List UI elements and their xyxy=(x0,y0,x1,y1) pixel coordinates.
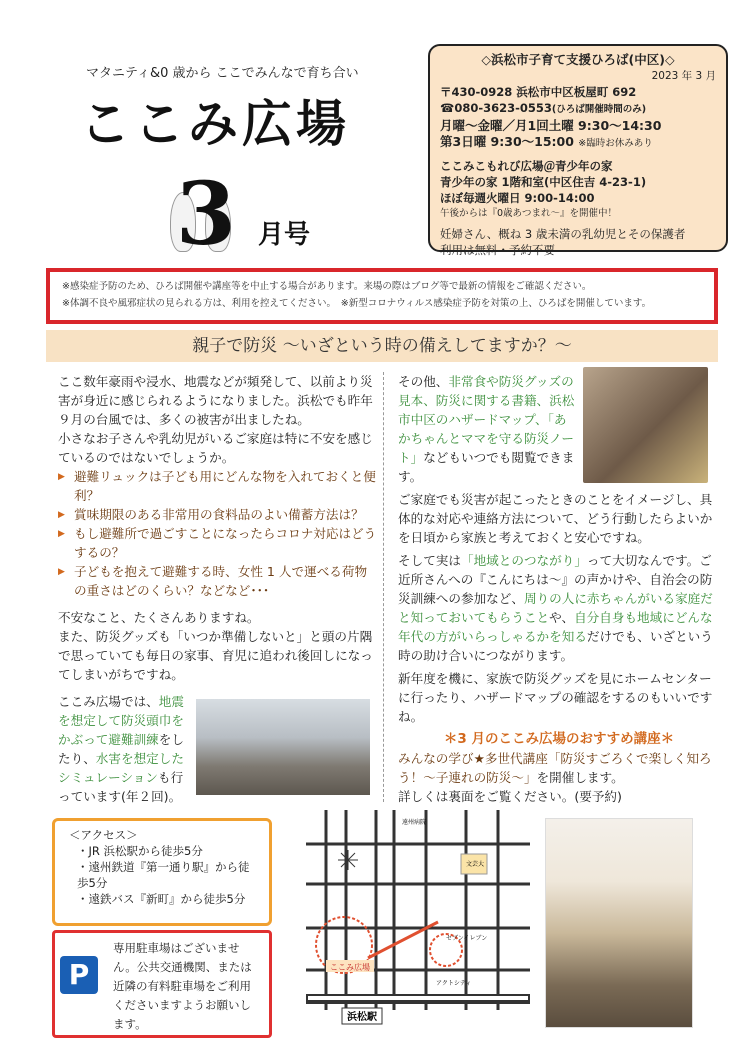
info-hours2-note: ※臨時お休みあり xyxy=(578,138,653,149)
map-svg xyxy=(306,810,530,1036)
parking-text: 専用駐車場はございません。公共交通機関、または近隣の有料駐車場をご利用くださいますようお願いします。 xyxy=(113,941,252,1031)
building-photo xyxy=(545,818,693,1028)
right-p1: その他、非常食や防災グッズの見本、防災に関する書籍、浜松市中区のハザードマップ、「あかちゃんとママを守る防災ノート」などもいつでも閲覧できます。 xyxy=(398,374,575,484)
access-item: ・遠州鉄道『第一通り駅』から徒歩5分 xyxy=(77,860,250,890)
left-p2: 小さなお子さんや乳幼児がいるご家庭は特に不安を感じているのではないでしょうか。 xyxy=(58,431,373,465)
info-phone-note: (ひろば開催時間のみ) xyxy=(551,104,647,115)
course-text: みんなの学び★多世代講座「防災すごろくで楽しく知ろう！～子連れの防災～」を開催します。 xyxy=(398,751,712,785)
issue-suffix: 月号 xyxy=(258,220,311,250)
info-sub-heading: ここみこもれび広場＠青少年の家 xyxy=(440,159,613,173)
page-title: ここみ広場 xyxy=(80,95,350,153)
info-hours2: 第3日曜 9:30～15:00 xyxy=(440,134,574,149)
map-label: アクトシティ xyxy=(436,980,472,987)
parking-icon: P xyxy=(60,956,98,994)
right-p2: ご家庭でも災害が起こったときのことをイメージし、具体的な対応や連絡方法について、どう行動したらよいかを日頃から家族と考えておくと安心ですね。 xyxy=(398,492,713,545)
access-item: ・JR 浜松駅から徒歩5分 xyxy=(77,844,203,858)
map-station-label: 浜松駅 xyxy=(347,1012,377,1023)
tagline: マタニティ&0 歳から ここでみんなで育ち合い xyxy=(86,66,359,81)
right-p4: 新年度を機に、家族で防災グッズを見にホームセンターに行ったり、ハザードマップの確認をするのもいいですね。 xyxy=(398,671,713,724)
map-venue-label: ここみ広場 xyxy=(330,963,370,972)
map-label: セブンイレブン xyxy=(446,935,488,942)
notice-box xyxy=(46,268,718,324)
recommend-title: ＊3 月のここみ広場のおすすめ講座＊ xyxy=(443,731,675,747)
bullet-item: ▶ 賞味期限のある非常用の食料品のよい備蓄方法は？ xyxy=(58,505,378,524)
access-title: ＜アクセス＞ xyxy=(69,828,138,842)
bullet-item: ▶ 子どもを抱えて避難する時、女性 1 人で運べる荷物の重さはどのくらい？などなど･･･ xyxy=(58,562,378,600)
issue-number: 3 xyxy=(176,164,236,265)
bullet-item: ▶ もし避難所で過ごすことになったらコロナ対応はどうするの？ xyxy=(58,524,378,562)
info-heading: ◇浜松市子育て支援ひろば(中区)◇ xyxy=(481,52,675,67)
notice-line1: ※感染症予防のため、ひろば開催や講座等を中止する場合があります。来場の際はブログ等で最新の情報をご確認ください。 xyxy=(62,281,592,292)
left-p4: また、防災グッズも「いつか準備しないと」と頭の片隅で思っていても毎日の家事、育児に追われ後回しになってしまいがちですね。 xyxy=(58,629,373,682)
access-map xyxy=(306,810,530,1036)
access-item: ・遠鉄バス『新町』から徒歩5分 xyxy=(77,892,246,906)
compass-icon xyxy=(338,850,358,870)
notice-line2b: ※新型コロナウィルス感染症予防を対策の上、ひろばを開催しています。 xyxy=(340,298,652,309)
column-divider xyxy=(383,372,384,802)
info-address: 〒430-0928 浜松市中区板屋町 692 xyxy=(440,85,637,99)
access-box xyxy=(52,818,272,926)
left-p1: ここ数年豪雨や浸水、地震などが頻発して、以前より災害が身近に感じられるようになりました。浜松でも昨年９月の台風では、多くの被害が出ましたね。 xyxy=(58,374,373,427)
right-p3: そして実は「地域とのつながり」って大切なんです。ご近所さんへの『こんにちは～』の声かけや、自治会の防災訓練への参加など、周りの人に赤ちゃんがいる家庭だと知っておいてもらうことや、自分自身も地域にどんな年代の方がいらっしゃるかを知るだけでも、いざという時の助け合いにつながります。 xyxy=(398,553,713,663)
info-sub-place: 青少年の家 1階和室(中区住吉 4-23-1) xyxy=(440,175,647,189)
map-label: 遠州病院 xyxy=(402,819,427,826)
info-date: 2023 年 3 月 xyxy=(651,70,716,82)
info-sub-hours: ほぼ毎週火曜日 9:00-14:00 xyxy=(440,191,595,205)
left-p3: 不安なこと、たくさんありますね。 xyxy=(58,610,260,625)
map-label: 文芸大 xyxy=(466,861,485,868)
left-p5: ここみ広場では、地震を想定して防災頭巾をかぶって避難訓練をしたり、水害を想定したシミュレーションも行っています(年２回)。 xyxy=(58,694,184,804)
info-box xyxy=(428,44,728,257)
info-eligibility: 妊婦さん、概ね 3 歳未満の乳幼児とその保護者 xyxy=(440,227,686,241)
info-sub-note: 午後からは『0歳あつまれ～』を開催中！ xyxy=(440,208,618,219)
right-column xyxy=(398,372,720,806)
evacuation-drill-photo xyxy=(196,699,370,795)
info-hours1: 月曜～金曜／月1回土曜 9:30～14:30 xyxy=(440,118,662,133)
info-phone: ☎080-3623-0553 xyxy=(440,101,552,115)
section-banner: 親子で防災 ～いざという時の備えしてますか？～ xyxy=(46,330,718,362)
course-details: 詳しくは裏面をご覧ください。(要予約) xyxy=(398,789,622,804)
info-fee: 利用は無料・予約不要 xyxy=(440,243,555,257)
bullet-item: ▶ 避難リュックは子ども用にどんな物を入れておくと便利？ xyxy=(58,467,378,505)
notice-line2a: ※体調不良や風邪症状の見られる方は、利用を控えてください。 xyxy=(62,298,332,309)
